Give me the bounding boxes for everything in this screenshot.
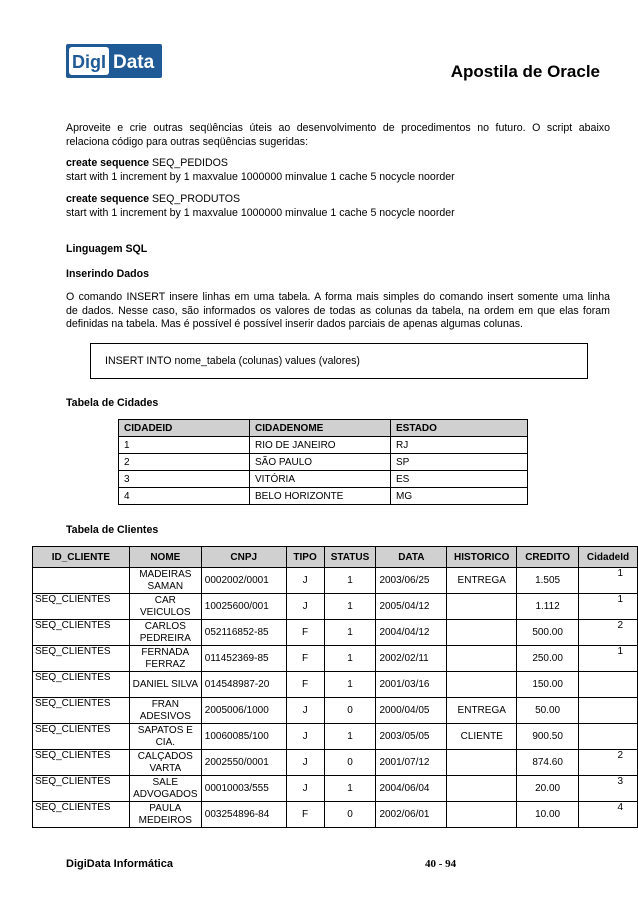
table-cell: 0 [324, 802, 376, 828]
table-cell: DANIEL SILVA [129, 672, 201, 698]
clientes-header: TIPO [286, 547, 324, 568]
logo-text-1: DigI [72, 52, 106, 72]
table-cell: SEQ_CLIENTES [33, 646, 130, 672]
table-cell: 3 [579, 776, 638, 802]
seq1-body: start with 1 increment by 1 maxvalue 1000000 minvalue 1 cache 5 nocycle noorder [66, 170, 455, 183]
table-cell: RJ [391, 437, 528, 454]
section-heading-sql: Linguagem SQL [66, 243, 148, 255]
clientes-header: NOME [129, 547, 201, 568]
table-cell: SEQ_CLIENTES [33, 724, 130, 750]
table-cell: SEQ_CLIENTES [33, 672, 130, 698]
insert-line-2: de dados. Nesse caso, são informados os valores de todas as colunas da tabela, na ordem em que elas foram [66, 304, 610, 317]
table-cell: ENTREGA [447, 698, 517, 724]
section-heading-insert: Inserindo Dados [66, 268, 149, 280]
table-cell: 150.00 [517, 672, 579, 698]
table-row [33, 776, 638, 802]
table-cell: F [286, 802, 324, 828]
table-cell: SP [391, 454, 528, 471]
logo-text-2: Data [113, 52, 155, 73]
table-cell: 50.00 [517, 698, 579, 724]
insert-line-1: O comando INSERT insere linhas em uma tabela. A forma mais simples do comando insert somente uma linha [66, 291, 610, 303]
table-row [33, 620, 638, 646]
table-cell: 2002/06/01 [376, 802, 447, 828]
table-cell: SEQ_CLIENTES [33, 594, 130, 620]
table-cell: 2 [579, 750, 638, 776]
table-cell: 0002002/0001 [201, 568, 286, 594]
table-row [33, 594, 638, 620]
table-cell: RIO DE JANEIRO [250, 437, 391, 454]
table-cell: 500.00 [517, 620, 579, 646]
table-cell: J [286, 750, 324, 776]
table-cell: 1 [324, 776, 376, 802]
clientes-header: ID_CLIENTE [33, 547, 130, 568]
table-cell: 003254896-84 [201, 802, 286, 828]
cidades-caption: Tabela de Cidades [66, 397, 159, 409]
table-cell: 2005/04/12 [376, 594, 447, 620]
table-cell: 2003/05/05 [376, 724, 447, 750]
table-cell: SALE ADVOGADOS [129, 776, 201, 802]
cidades-header: CIDADENOME [250, 420, 391, 437]
table-cell: BELO HORIZONTE [250, 488, 391, 505]
table-cell: SEQ_CLIENTES [33, 776, 130, 802]
cidades-header: CIDADEID [119, 420, 250, 437]
footer-company: DigiData Informática [66, 858, 173, 870]
table-cell: FERNADA FERRAZ [129, 646, 201, 672]
table-cell: 10025600/001 [201, 594, 286, 620]
table-cell: MG [391, 488, 528, 505]
table-cell: SEQ_CLIENTES [33, 750, 130, 776]
table-cell: 900.50 [517, 724, 579, 750]
table-cell: 2004/06/04 [376, 776, 447, 802]
table-cell [447, 750, 517, 776]
table-row [119, 437, 528, 454]
seq1-keyword: create sequence [66, 157, 150, 169]
table-cell: 1 [579, 594, 638, 620]
table-cell: 874.60 [517, 750, 579, 776]
table-cell: ENTREGA [447, 568, 517, 594]
seq2-body: start with 1 increment by 1 maxvalue 1000000 minvalue 1 cache 5 nocycle noorder [66, 206, 455, 219]
document-title: Apostila de Oracle [450, 62, 600, 81]
table-cell: J [286, 724, 324, 750]
clientes-header: DATA [376, 547, 447, 568]
table-cell: 2 [119, 454, 250, 471]
table-cell: 1 [324, 724, 376, 750]
table-cell: CLIENTE [447, 724, 517, 750]
table-cell: F [286, 646, 324, 672]
table-cell: MADEIRAS SAMAN [129, 568, 201, 594]
table-cell: 1 [579, 568, 638, 594]
insert-line-3: definidas na tabela. Mas é possível é possível inserir dados parciais de apenas algumas colunas. [66, 318, 523, 331]
table-cell [447, 802, 517, 828]
table-cell: 10060085/100 [201, 724, 286, 750]
table-cell: SÃO PAULO [250, 454, 391, 471]
cidades-header: ESTADO [391, 420, 528, 437]
table-cell [447, 620, 517, 646]
table-cell: CAR VEICULOS [129, 594, 201, 620]
digidata-logo [66, 44, 162, 78]
table-row [119, 471, 528, 488]
page-number: 40 - 94 [425, 858, 457, 870]
table-cell: F [286, 620, 324, 646]
table-row [33, 698, 638, 724]
table-cell: 3 [119, 471, 250, 488]
table-cell: 2005006/1000 [201, 698, 286, 724]
clientes-caption: Tabela de Clientes [66, 524, 159, 536]
table-cell: 250.00 [517, 646, 579, 672]
table-cell: J [286, 776, 324, 802]
table-cell: 4 [579, 802, 638, 828]
table-row [119, 488, 528, 505]
table-row [33, 802, 638, 828]
insert-syntax-box [90, 343, 588, 379]
table-cell: 2002/02/11 [376, 646, 447, 672]
table-cell: 1 [579, 646, 638, 672]
table-cell: SAPATOS E CIA. [129, 724, 201, 750]
clientes-header: CREDITO [517, 547, 579, 568]
table-cell: 2001/03/16 [376, 672, 447, 698]
table-cell: 1 [324, 646, 376, 672]
table-cell: 0 [324, 698, 376, 724]
table-cell [447, 646, 517, 672]
table-cell [447, 776, 517, 802]
table-cell: 1 [324, 620, 376, 646]
table-cell: 2 [579, 620, 638, 646]
table-cell: 2000/04/05 [376, 698, 447, 724]
table-cell: 014548987-20 [201, 672, 286, 698]
table-row [33, 568, 638, 594]
clientes-header: CNPJ [201, 547, 286, 568]
table-cell: 2001/07/12 [376, 750, 447, 776]
table-cell: 0 [324, 750, 376, 776]
table-row [33, 750, 638, 776]
table-cell: 2004/04/12 [376, 620, 447, 646]
table-cell: CARLOS PEDREIRA [129, 620, 201, 646]
seq2-name: SEQ_PRODUTOS [149, 193, 241, 205]
table-cell [33, 568, 130, 594]
cidades-table [118, 419, 528, 505]
table-cell: 2003/06/25 [376, 568, 447, 594]
table-cell [579, 724, 638, 750]
insert-paragraph [66, 291, 610, 332]
table-row [33, 724, 638, 750]
table-cell: ES [391, 471, 528, 488]
table-cell: VITÓRIA [250, 471, 391, 488]
table-cell: SEQ_CLIENTES [33, 802, 130, 828]
table-cell: SEQ_CLIENTES [33, 620, 130, 646]
table-cell: 1.505 [517, 568, 579, 594]
sequence-pedidos [66, 157, 608, 184]
table-cell: 1 [324, 568, 376, 594]
table-cell: 2002550/0001 [201, 750, 286, 776]
clientes-table [32, 546, 638, 828]
table-cell: 00010003/555 [201, 776, 286, 802]
table-cell [447, 594, 517, 620]
table-cell: 1 [119, 437, 250, 454]
table-cell: SEQ_CLIENTES [33, 698, 130, 724]
table-cell: PAULA MEDEIROS [129, 802, 201, 828]
insert-syntax: INSERT INTO nome_tabela (colunas) values (valores) [105, 355, 360, 367]
clientes-header: HISTORICO [447, 547, 517, 568]
table-row [33, 646, 638, 672]
clientes-header: CidadeId [579, 547, 638, 568]
table-cell: J [286, 698, 324, 724]
table-cell [579, 698, 638, 724]
table-cell: F [286, 672, 324, 698]
intro-paragraph [66, 122, 610, 149]
table-row [119, 454, 528, 471]
table-cell: 1 [324, 594, 376, 620]
sequence-produtos [66, 193, 608, 220]
table-cell: 4 [119, 488, 250, 505]
table-cell [447, 672, 517, 698]
intro-line-2: relaciona código para outras seqüências sugeridas: [66, 135, 309, 148]
table-cell: FRAN ADESIVOS [129, 698, 201, 724]
table-cell: CALÇADOS VARTA [129, 750, 201, 776]
clientes-header: STATUS [324, 547, 376, 568]
table-cell: 1 [324, 672, 376, 698]
table-cell: 20.00 [517, 776, 579, 802]
table-cell: 10.00 [517, 802, 579, 828]
table-cell: J [286, 594, 324, 620]
table-cell: 011452369-85 [201, 646, 286, 672]
intro-line-1: Aproveite e crie outras seqüências úteis ao desenvolvimento de procedimentos no futuro. O script abaixo [66, 122, 610, 134]
seq2-keyword: create sequence [66, 193, 150, 205]
seq1-name: SEQ_PEDIDOS [149, 157, 228, 169]
table-cell: 1.112 [517, 594, 579, 620]
table-cell: J [286, 568, 324, 594]
table-cell: 052116852-85 [201, 620, 286, 646]
table-row [33, 672, 638, 698]
table-cell [579, 672, 638, 698]
